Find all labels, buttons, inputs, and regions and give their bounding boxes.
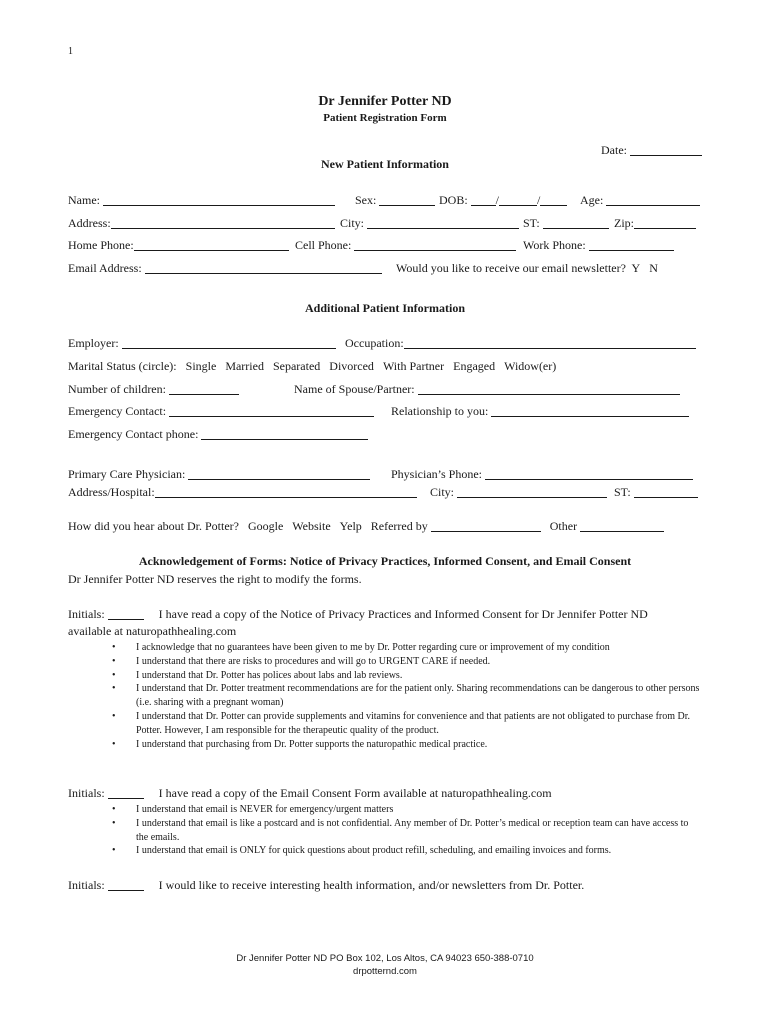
- name-field[interactable]: [68, 193, 335, 208]
- employer-label: Employer:: [68, 336, 119, 350]
- zip-input-line[interactable]: [634, 218, 696, 229]
- address-hospital-label: Address/Hospital:: [68, 485, 155, 499]
- rights-statement: Dr Jennifer Potter ND reserves the right to modify the forms.: [68, 572, 362, 586]
- dob-month-line[interactable]: [471, 195, 496, 206]
- dob-label: DOB:: [439, 193, 468, 207]
- address-input-line[interactable]: [111, 218, 335, 229]
- referral-source: [68, 519, 664, 534]
- dob-separator-2: /: [537, 193, 541, 207]
- relationship-input-line[interactable]: [491, 406, 689, 417]
- date-field[interactable]: [601, 143, 702, 158]
- marital-option-with-partner[interactable]: With Partner: [382, 359, 445, 373]
- age-label: Age:: [580, 193, 604, 207]
- email-bullet-list: [112, 803, 702, 858]
- list-item: • I understand that Dr. Potter can provide supplements and vitamins for convenience and that patients are not obligated to purchase from Dr. Potter. However, I am responsible for the therapeutic quality of the product.: [112, 710, 702, 738]
- newsletter-initials-input-line[interactable]: [108, 880, 144, 891]
- list-item: • I understand that Dr. Potter has polices about labs and lab reviews.: [112, 669, 702, 683]
- sex-field[interactable]: [355, 193, 435, 208]
- cell-phone-input-line[interactable]: [354, 240, 516, 251]
- privacy-initials-input-line[interactable]: [108, 609, 144, 620]
- newsletter-initials-label: Initials:: [68, 878, 105, 892]
- spouse-label: Name of Spouse/Partner:: [294, 382, 415, 396]
- physician-city-field[interactable]: [430, 485, 607, 500]
- marital-option-widow[interactable]: Widow(er): [504, 359, 557, 373]
- marital-option-engaged[interactable]: Engaged: [453, 359, 496, 373]
- list-item: • I understand that purchasing from Dr. Potter supports the naturopathic medical practice.: [112, 738, 702, 752]
- referral-option-google[interactable]: Google: [247, 519, 284, 533]
- dob-day-line[interactable]: [499, 195, 537, 206]
- newsletter-question: [396, 261, 658, 276]
- children-input-line[interactable]: [169, 384, 239, 395]
- occupation-label: Occupation:: [345, 336, 404, 350]
- privacy-initials-row: [68, 607, 648, 622]
- city-input-line[interactable]: [367, 218, 519, 229]
- email-initials-row: [68, 786, 552, 801]
- emergency-phone-input-line[interactable]: [201, 429, 368, 440]
- address-field[interactable]: [68, 216, 335, 231]
- page-subtitle: Patient Registration Form: [323, 112, 447, 124]
- age-input-line[interactable]: [606, 195, 700, 206]
- newsletter-consent-text: I would like to receive interesting health information, and/or newsletters from Dr. Potter.: [158, 878, 585, 892]
- physician-state-field[interactable]: [614, 485, 698, 500]
- occupation-field[interactable]: [345, 336, 696, 351]
- date-label: Date:: [601, 143, 627, 157]
- work-phone-label: Work Phone:: [523, 238, 586, 252]
- referral-question: How did you hear about Dr. Potter?: [68, 519, 239, 533]
- marital-option-divorced[interactable]: Divorced: [329, 359, 374, 373]
- email-input-line[interactable]: [145, 263, 382, 274]
- home-phone-label: Home Phone:: [68, 238, 134, 252]
- name-input-line[interactable]: [103, 195, 335, 206]
- emergency-contact-input-line[interactable]: [169, 406, 374, 417]
- sex-label: Sex:: [355, 193, 377, 207]
- name-label: Name:: [68, 193, 100, 207]
- physician-state-label: ST:: [614, 485, 631, 499]
- footer-website: drpotternd.com: [353, 966, 417, 977]
- marital-option-married[interactable]: Married: [225, 359, 264, 373]
- email-consent-text: I have read a copy of the Email Consent Form available at naturopathhealing.com: [158, 786, 552, 800]
- emergency-contact-field[interactable]: [68, 404, 374, 419]
- emergency-phone-field[interactable]: [68, 427, 368, 442]
- acknowledgement-heading: Acknowledgement of Forms: Notice of Privacy Practices, Informed Consent, and Email Consent: [138, 554, 632, 568]
- state-input-line[interactable]: [543, 218, 609, 229]
- relationship-field[interactable]: [391, 404, 689, 419]
- referral-option-website[interactable]: Website: [292, 519, 331, 533]
- children-label: Number of children:: [68, 382, 166, 396]
- address-hospital-field[interactable]: [68, 485, 417, 500]
- newsletter-no-option[interactable]: N: [649, 261, 658, 275]
- physician-city-label: City:: [430, 485, 455, 499]
- relationship-label: Relationship to you:: [391, 404, 489, 418]
- work-phone-input-line[interactable]: [589, 240, 674, 251]
- page-number: 1: [68, 46, 73, 57]
- pcp-input-line[interactable]: [188, 469, 370, 480]
- referral-option-yelp[interactable]: Yelp: [339, 519, 362, 533]
- physician-city-input-line[interactable]: [457, 487, 607, 498]
- children-field[interactable]: [68, 382, 239, 397]
- address-hospital-input-line[interactable]: [155, 487, 417, 498]
- dob-field[interactable]: [439, 193, 567, 208]
- list-item: • I understand that email is like a postcard and is not confidential. Any member of Dr. Potter’s medical or reception team can have access to the emails.: [112, 817, 702, 845]
- pcp-field[interactable]: [68, 467, 370, 482]
- email-initials-input-line[interactable]: [108, 788, 144, 799]
- physician-phone-field[interactable]: [391, 467, 693, 482]
- referral-option-other[interactable]: Other: [549, 519, 578, 533]
- email-label: Email Address:: [68, 261, 142, 275]
- state-field[interactable]: [523, 216, 609, 231]
- footer-address: Dr Jennifer Potter ND PO Box 102, Los Altos, CA 94023 650-388-0710: [236, 953, 534, 964]
- cell-phone-field[interactable]: [295, 238, 516, 253]
- referred-by-input-line[interactable]: [431, 521, 541, 532]
- list-item: • I understand that Dr. Potter treatment recommendations are for the patient only. Sharing recommendations can be dangerous to other persons (i.e. sharing with a pregnant woman): [112, 682, 702, 710]
- state-label: ST:: [523, 216, 540, 230]
- physician-phone-label: Physician’s Phone:: [391, 467, 483, 481]
- new-patient-heading: New Patient Information: [321, 157, 449, 171]
- city-label: City:: [340, 216, 365, 230]
- physician-state-input-line[interactable]: [634, 487, 698, 498]
- list-item: • I understand that email is ONLY for quick questions about product refill, scheduling, and emailing invoices and forms.: [112, 844, 702, 858]
- referral-option-referred[interactable]: Referred by: [370, 519, 428, 533]
- sex-input-line[interactable]: [379, 195, 435, 206]
- page-title: Dr Jennifer Potter ND: [318, 94, 452, 109]
- list-item: • I understand that there are risks to procedures and will go to URGENT CARE if needed.: [112, 655, 702, 669]
- privacy-acknowledgement-text: I have read a copy of the Notice of Privacy Practices and Informed Consent for Dr Jennifer Potter ND: [158, 607, 648, 621]
- physician-phone-input-line[interactable]: [485, 469, 693, 480]
- list-item: • I acknowledge that no guarantees have been given to me by Dr. Potter regarding cure or improvement of my condition: [112, 641, 702, 655]
- age-field[interactable]: [580, 193, 700, 208]
- zip-field[interactable]: [614, 216, 696, 231]
- emergency-contact-label: Emergency Contact:: [68, 404, 167, 418]
- newsletter-initials-row: [68, 878, 584, 893]
- home-phone-field[interactable]: [68, 238, 289, 253]
- zip-label: Zip:: [614, 216, 634, 230]
- city-field[interactable]: [340, 216, 519, 231]
- address-label: Address:: [68, 216, 111, 230]
- list-item: • I understand that email is NEVER for emergency/urgent matters: [112, 803, 702, 817]
- marital-status: [68, 359, 556, 374]
- privacy-initials-label: Initials:: [68, 607, 105, 621]
- privacy-acknowledgement-text-2: available at naturopathhealing.com: [68, 624, 237, 638]
- dob-year-line[interactable]: [540, 195, 567, 206]
- marital-option-separated[interactable]: Separated: [272, 359, 321, 373]
- email-field[interactable]: [68, 261, 382, 276]
- date-input-line[interactable]: [630, 145, 702, 156]
- pcp-label: Primary Care Physician:: [68, 467, 186, 481]
- home-phone-input-line[interactable]: [134, 240, 289, 251]
- employer-input-line[interactable]: [122, 338, 336, 349]
- marital-status-label: Marital Status (circle):: [68, 359, 177, 373]
- work-phone-field[interactable]: [523, 238, 674, 253]
- other-input-line[interactable]: [580, 521, 664, 532]
- spouse-field[interactable]: [294, 382, 680, 397]
- privacy-bullet-list: [112, 641, 702, 751]
- occupation-input-line[interactable]: [404, 338, 696, 349]
- cell-phone-label: Cell Phone:: [295, 238, 352, 252]
- employer-field[interactable]: [68, 336, 336, 351]
- marital-option-single[interactable]: Single: [185, 359, 217, 373]
- spouse-input-line[interactable]: [418, 384, 680, 395]
- newsletter-yes-option[interactable]: Y: [631, 261, 641, 275]
- additional-info-heading: Additional Patient Information: [304, 301, 465, 315]
- dob-separator: /: [495, 193, 500, 207]
- newsletter-question-text: Would you like to receive our email newsletter?: [396, 261, 626, 275]
- email-initials-label: Initials:: [68, 786, 105, 800]
- emergency-phone-label: Emergency Contact phone:: [68, 427, 199, 441]
